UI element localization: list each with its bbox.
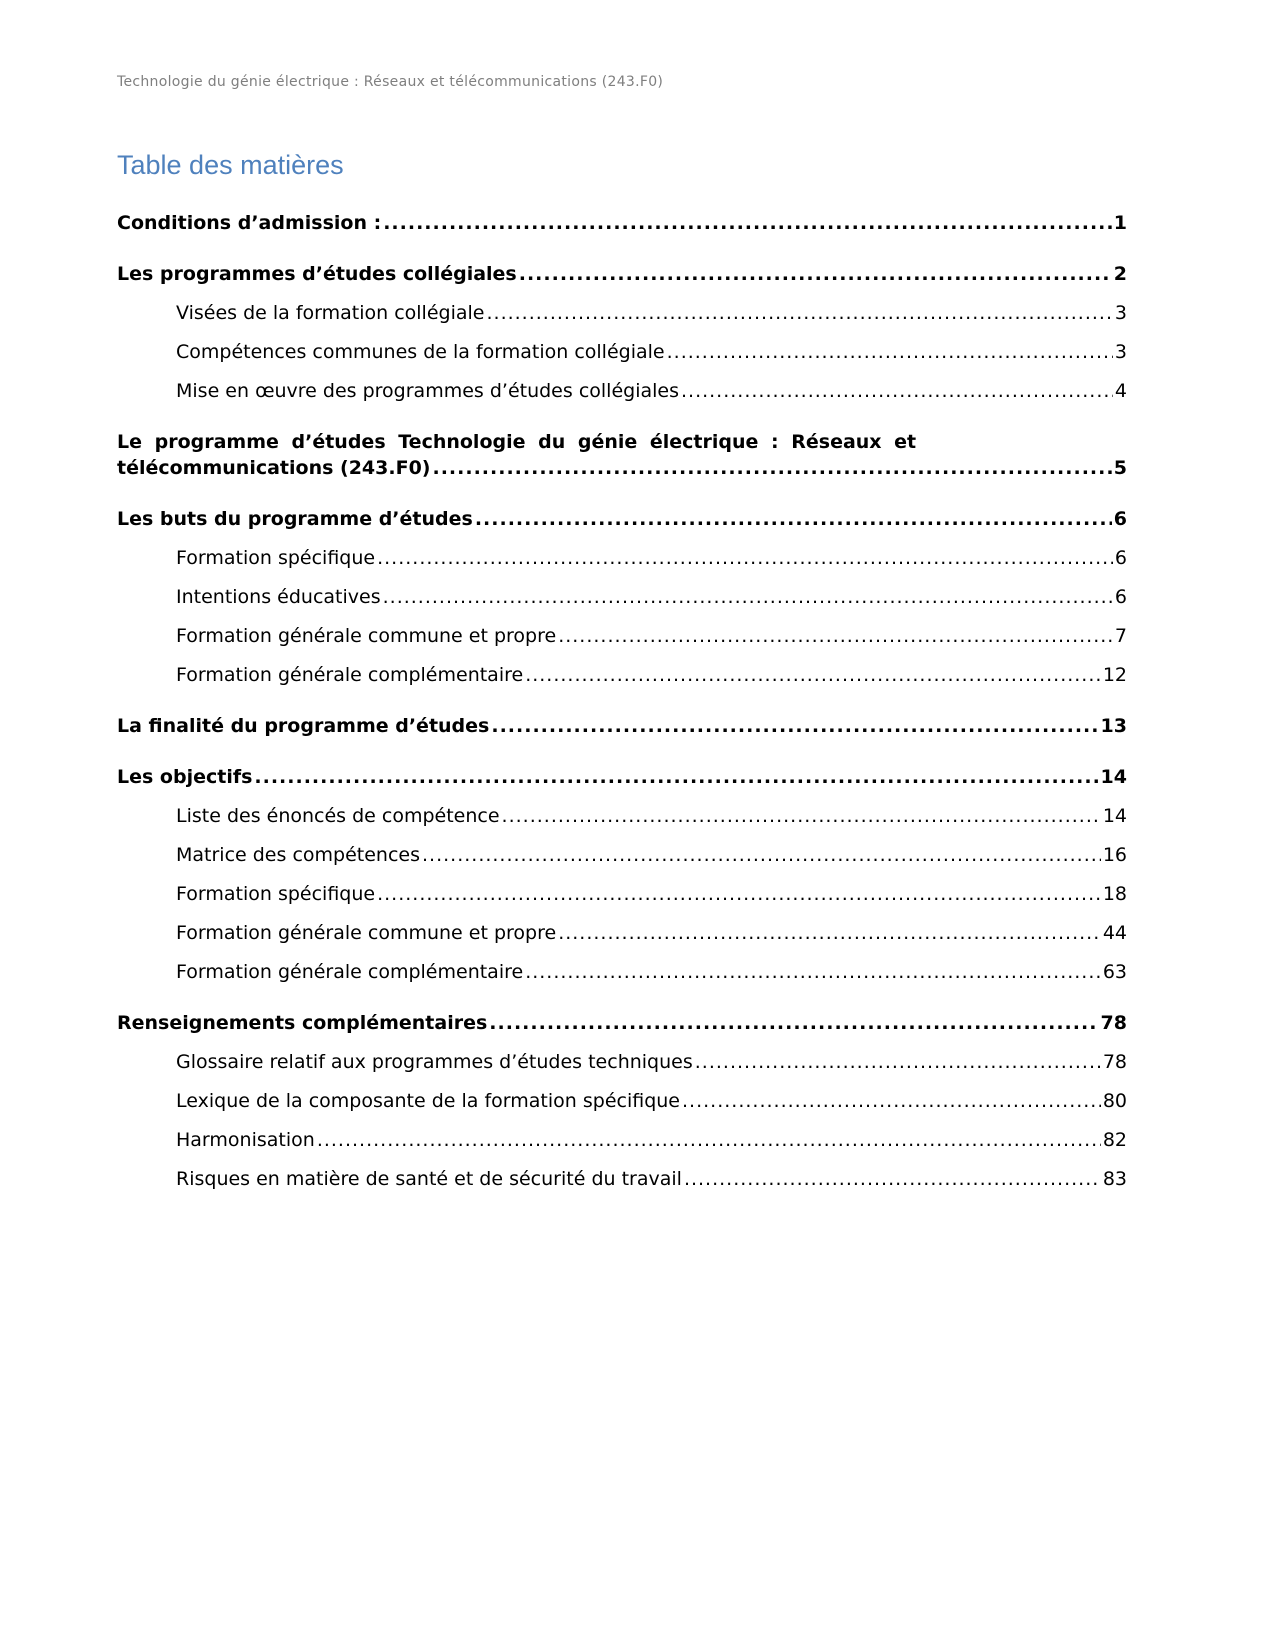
dot-leader	[684, 1168, 1101, 1190]
toc-page-number: 14	[1100, 766, 1127, 788]
toc-title: Table des matières	[117, 150, 344, 180]
toc-page-number: 63	[1102, 961, 1127, 983]
dot-leader	[525, 961, 1101, 983]
toc-page-number: 2	[1113, 263, 1127, 285]
toc-entry-label: Formation générale commune et propre	[176, 922, 557, 944]
toc-entry-label: Les programmes d’études collégiales	[117, 263, 517, 285]
toc-entry[interactable]	[117, 263, 1127, 302]
dot-leader	[558, 922, 1101, 944]
toc-entry[interactable]	[117, 715, 1127, 754]
toc-entry-label: Visées de la formation collégiale	[176, 302, 485, 324]
toc-page-number: 5	[1113, 457, 1127, 479]
dot-leader	[475, 508, 1112, 530]
toc-entry-label: Risques en matière de santé et de sécurité du travail	[176, 1168, 682, 1190]
toc-entry-label: Liste des énoncés de compétence	[176, 805, 500, 827]
dot-leader	[377, 883, 1101, 905]
toc-entry[interactable]	[117, 625, 1127, 664]
toc-entry-label: Glossaire relatif aux programmes d’études techniques	[176, 1051, 693, 1073]
toc-entry-label: Formation générale complémentaire	[176, 961, 524, 983]
toc-entry[interactable]	[117, 508, 1127, 547]
toc-page-number: 13	[1100, 715, 1127, 737]
toc-entry[interactable]	[117, 341, 1127, 380]
toc-entry[interactable]	[117, 212, 1127, 251]
toc-entry-label: Le programme d’études Technologie du génie électrique : Réseaux et	[117, 431, 917, 453]
dot-leader	[525, 664, 1101, 686]
toc-entry[interactable]	[117, 1168, 1127, 1207]
toc-page-number: 18	[1102, 883, 1127, 905]
dot-leader	[486, 302, 1112, 324]
toc-entry[interactable]	[117, 1051, 1127, 1090]
toc-entry[interactable]	[117, 805, 1127, 844]
toc-page-number: 82	[1102, 1129, 1127, 1151]
dot-leader	[682, 1090, 1101, 1112]
toc-page-number: 6	[1114, 586, 1127, 608]
toc-page-number: 6	[1114, 547, 1127, 569]
toc-page-number: 16	[1102, 844, 1127, 866]
toc-entry-label: Formation spécifique	[176, 883, 376, 905]
toc-entry[interactable]	[117, 457, 1127, 496]
toc-entry[interactable]	[117, 766, 1127, 805]
toc-entry-label: Harmonisation	[176, 1129, 315, 1151]
toc-entry[interactable]	[117, 844, 1127, 883]
toc-entry[interactable]	[117, 302, 1127, 341]
toc-entry[interactable]	[117, 586, 1127, 625]
toc-page-number: 7	[1114, 625, 1127, 647]
toc-entry-label: Formation spécifique	[176, 547, 376, 569]
toc-entry-multiline[interactable]	[117, 431, 1127, 496]
toc-page-number: 14	[1102, 805, 1127, 827]
toc-entry-label: Les objectifs	[117, 766, 253, 788]
toc-entry-label: Renseignements complémentaires	[117, 1012, 488, 1034]
dot-leader	[489, 1012, 1098, 1034]
toc-entry[interactable]	[117, 961, 1127, 1000]
toc-entry[interactable]	[117, 1090, 1127, 1129]
dot-leader	[681, 380, 1113, 402]
dot-leader	[519, 263, 1112, 285]
dot-leader	[383, 586, 1113, 608]
dot-leader	[667, 341, 1113, 363]
table-of-contents	[117, 212, 1127, 1207]
toc-page-number: 44	[1102, 922, 1127, 944]
toc-entry-label: Compétences communes de la formation collégiale	[176, 341, 665, 363]
dot-leader	[491, 715, 1098, 737]
dot-leader	[558, 625, 1113, 647]
toc-entry-label: Les buts du programme d’études	[117, 508, 473, 530]
dot-leader	[432, 457, 1111, 479]
dot-leader	[383, 212, 1112, 234]
toc-page-number: 12	[1102, 664, 1127, 686]
dot-leader	[377, 547, 1113, 569]
dot-leader	[695, 1051, 1101, 1073]
toc-page-number: 6	[1113, 508, 1127, 530]
toc-page-number: 78	[1102, 1051, 1127, 1073]
toc-entry[interactable]	[117, 1012, 1127, 1051]
toc-entry-label: Mise en œuvre des programmes d’études collégiales	[176, 380, 679, 402]
dot-leader	[317, 1129, 1101, 1151]
toc-entry-label: Matrice des compétences	[176, 844, 420, 866]
toc-page-number: 4	[1114, 380, 1127, 402]
toc-page-number: 1	[1113, 212, 1127, 234]
toc-entry-label: Intentions éducatives	[176, 586, 381, 608]
toc-page-number: 3	[1114, 302, 1127, 324]
toc-entry-label: La finalité du programme d’études	[117, 715, 490, 737]
toc-page-number: 78	[1100, 1012, 1127, 1034]
running-header: Technologie du génie électrique : Réseaux et télécommunications (243.F0)	[117, 74, 664, 90]
toc-entry-label: Formation générale complémentaire	[176, 664, 524, 686]
toc-page-number: 3	[1114, 341, 1127, 363]
toc-page-number: 83	[1102, 1168, 1127, 1190]
toc-entry[interactable]	[117, 922, 1127, 961]
dot-leader	[254, 766, 1098, 788]
toc-entry[interactable]	[117, 883, 1127, 922]
dot-leader	[422, 844, 1101, 866]
toc-entry-label: Formation générale commune et propre	[176, 625, 557, 647]
toc-entry[interactable]	[117, 664, 1127, 703]
toc-entry[interactable]	[117, 547, 1127, 586]
toc-entry[interactable]	[117, 380, 1127, 419]
toc-entry-label-continued: télécommunications (243.F0)	[117, 457, 431, 479]
dot-leader	[502, 805, 1101, 827]
toc-page-number: 80	[1102, 1090, 1127, 1112]
toc-entry[interactable]	[117, 1129, 1127, 1168]
toc-entry-label: Conditions d’admission :	[117, 212, 382, 234]
toc-entry-label: Lexique de la composante de la formation spécifique	[176, 1090, 681, 1112]
